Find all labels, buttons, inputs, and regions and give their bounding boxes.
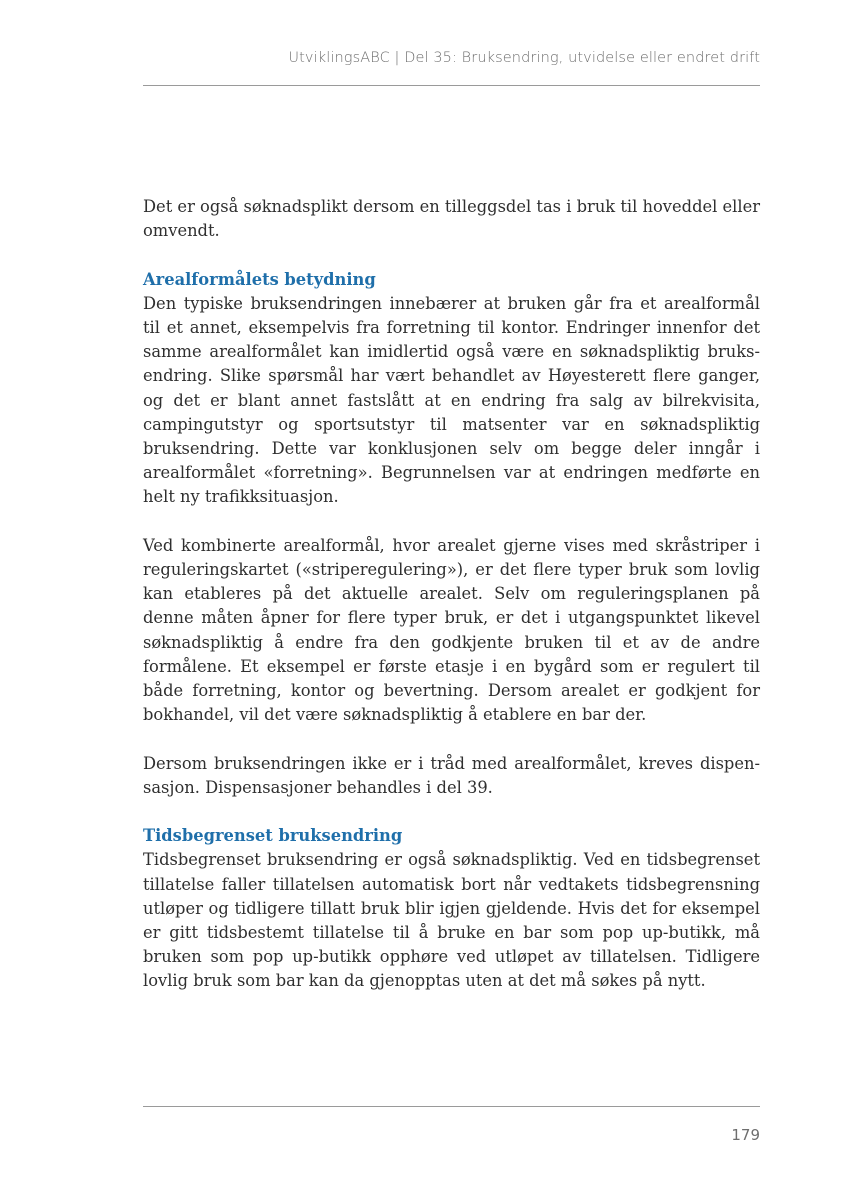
page-number: 179 bbox=[731, 1126, 760, 1144]
section-heading-arealformal: Arealformålets betydning bbox=[143, 269, 376, 289]
paragraph-arealformal: Den typiske bruksendringen innebærer at bruken går fra et arealformål til et annet, eksempelvis fra forretning til kontor. Endringer innenfor det samme arealformålet kan imidlertid også være en søknadspliktig bruksendring. Slike spørsmål har vært behandlet av Høyesterett flere ganger, og det er blant annet fastslått at en endring fra salg av bilrekvisita, campingutstyr og sportsutstyr til matsenter var en søknadspliktig bruksendring. Dette var konklusjonen selv om begge deler inngår i arealformålet «forretning». Begrunnelsen var at endringen medførte en helt ny trafikksituasjon. bbox=[143, 293, 760, 507]
header-rule bbox=[143, 85, 760, 86]
paragraph-gap bbox=[143, 800, 760, 824]
body-text bbox=[143, 195, 760, 994]
paragraph-gap bbox=[143, 243, 760, 267]
paragraph-kombinerte: Ved kombinerte arealformål, hvor arealet gjerne vises med skråstriper i reguleringskartet («striperegulering»), er det flere typer bruk som lovlig kan etableres på det aktuelle arealet. Selv om reguleringsplanen på denne måten åpner for flere typer bruk, er det i utgangspunktet likevel søknadspliktig å endre fra den godkjente bruken til et av de andre formålene. Et eksempel er første etasje i en bygård som er regulert til både forretning, kontor og bevertning. Dersom arealet er godkjent for bokhandel, vil det være søknadspliktig å etablere en bar der. bbox=[143, 535, 760, 725]
paragraph-gap bbox=[143, 510, 760, 534]
paragraph-gap bbox=[143, 727, 760, 751]
paragraph-intro: Det er også søknadsplikt dersom en tilleggsdel tas i bruk til hoveddel eller omvendt. bbox=[143, 197, 760, 241]
paragraph-dispensasjon: Dersom bruksendringen ikke er i tråd med arealformålet, kreves dispensasjon. Dispensasjoner behandles i del 39. bbox=[143, 753, 760, 797]
section-heading-tidsbegrenset: Tidsbegrenset bruksendring bbox=[143, 826, 403, 846]
footer-rule bbox=[143, 1106, 760, 1107]
running-header: UtviklingsABC | Del 35: Bruksendring, utvidelse eller endret drift bbox=[288, 50, 760, 66]
paragraph-tidsbegrenset: Tidsbegrenset bruksendring er også søknadspliktig. Ved en tidsbegrenset tillatelse faller tillatelsen automatisk bort når vedtakets tidsbegrensning utløper og tidligere tillatt bruk blir igjen gjeldende. Hvis det for eksempel er gitt tidsbestemt tillatelse til å bruke en bar som pop up-butikk, må bruken som pop up-butikk opphøre ved utløpet av tillatelsen. Tidligere lovlig bruk som bar kan da gjenopptas uten at det må søkes på nytt. bbox=[143, 850, 760, 991]
